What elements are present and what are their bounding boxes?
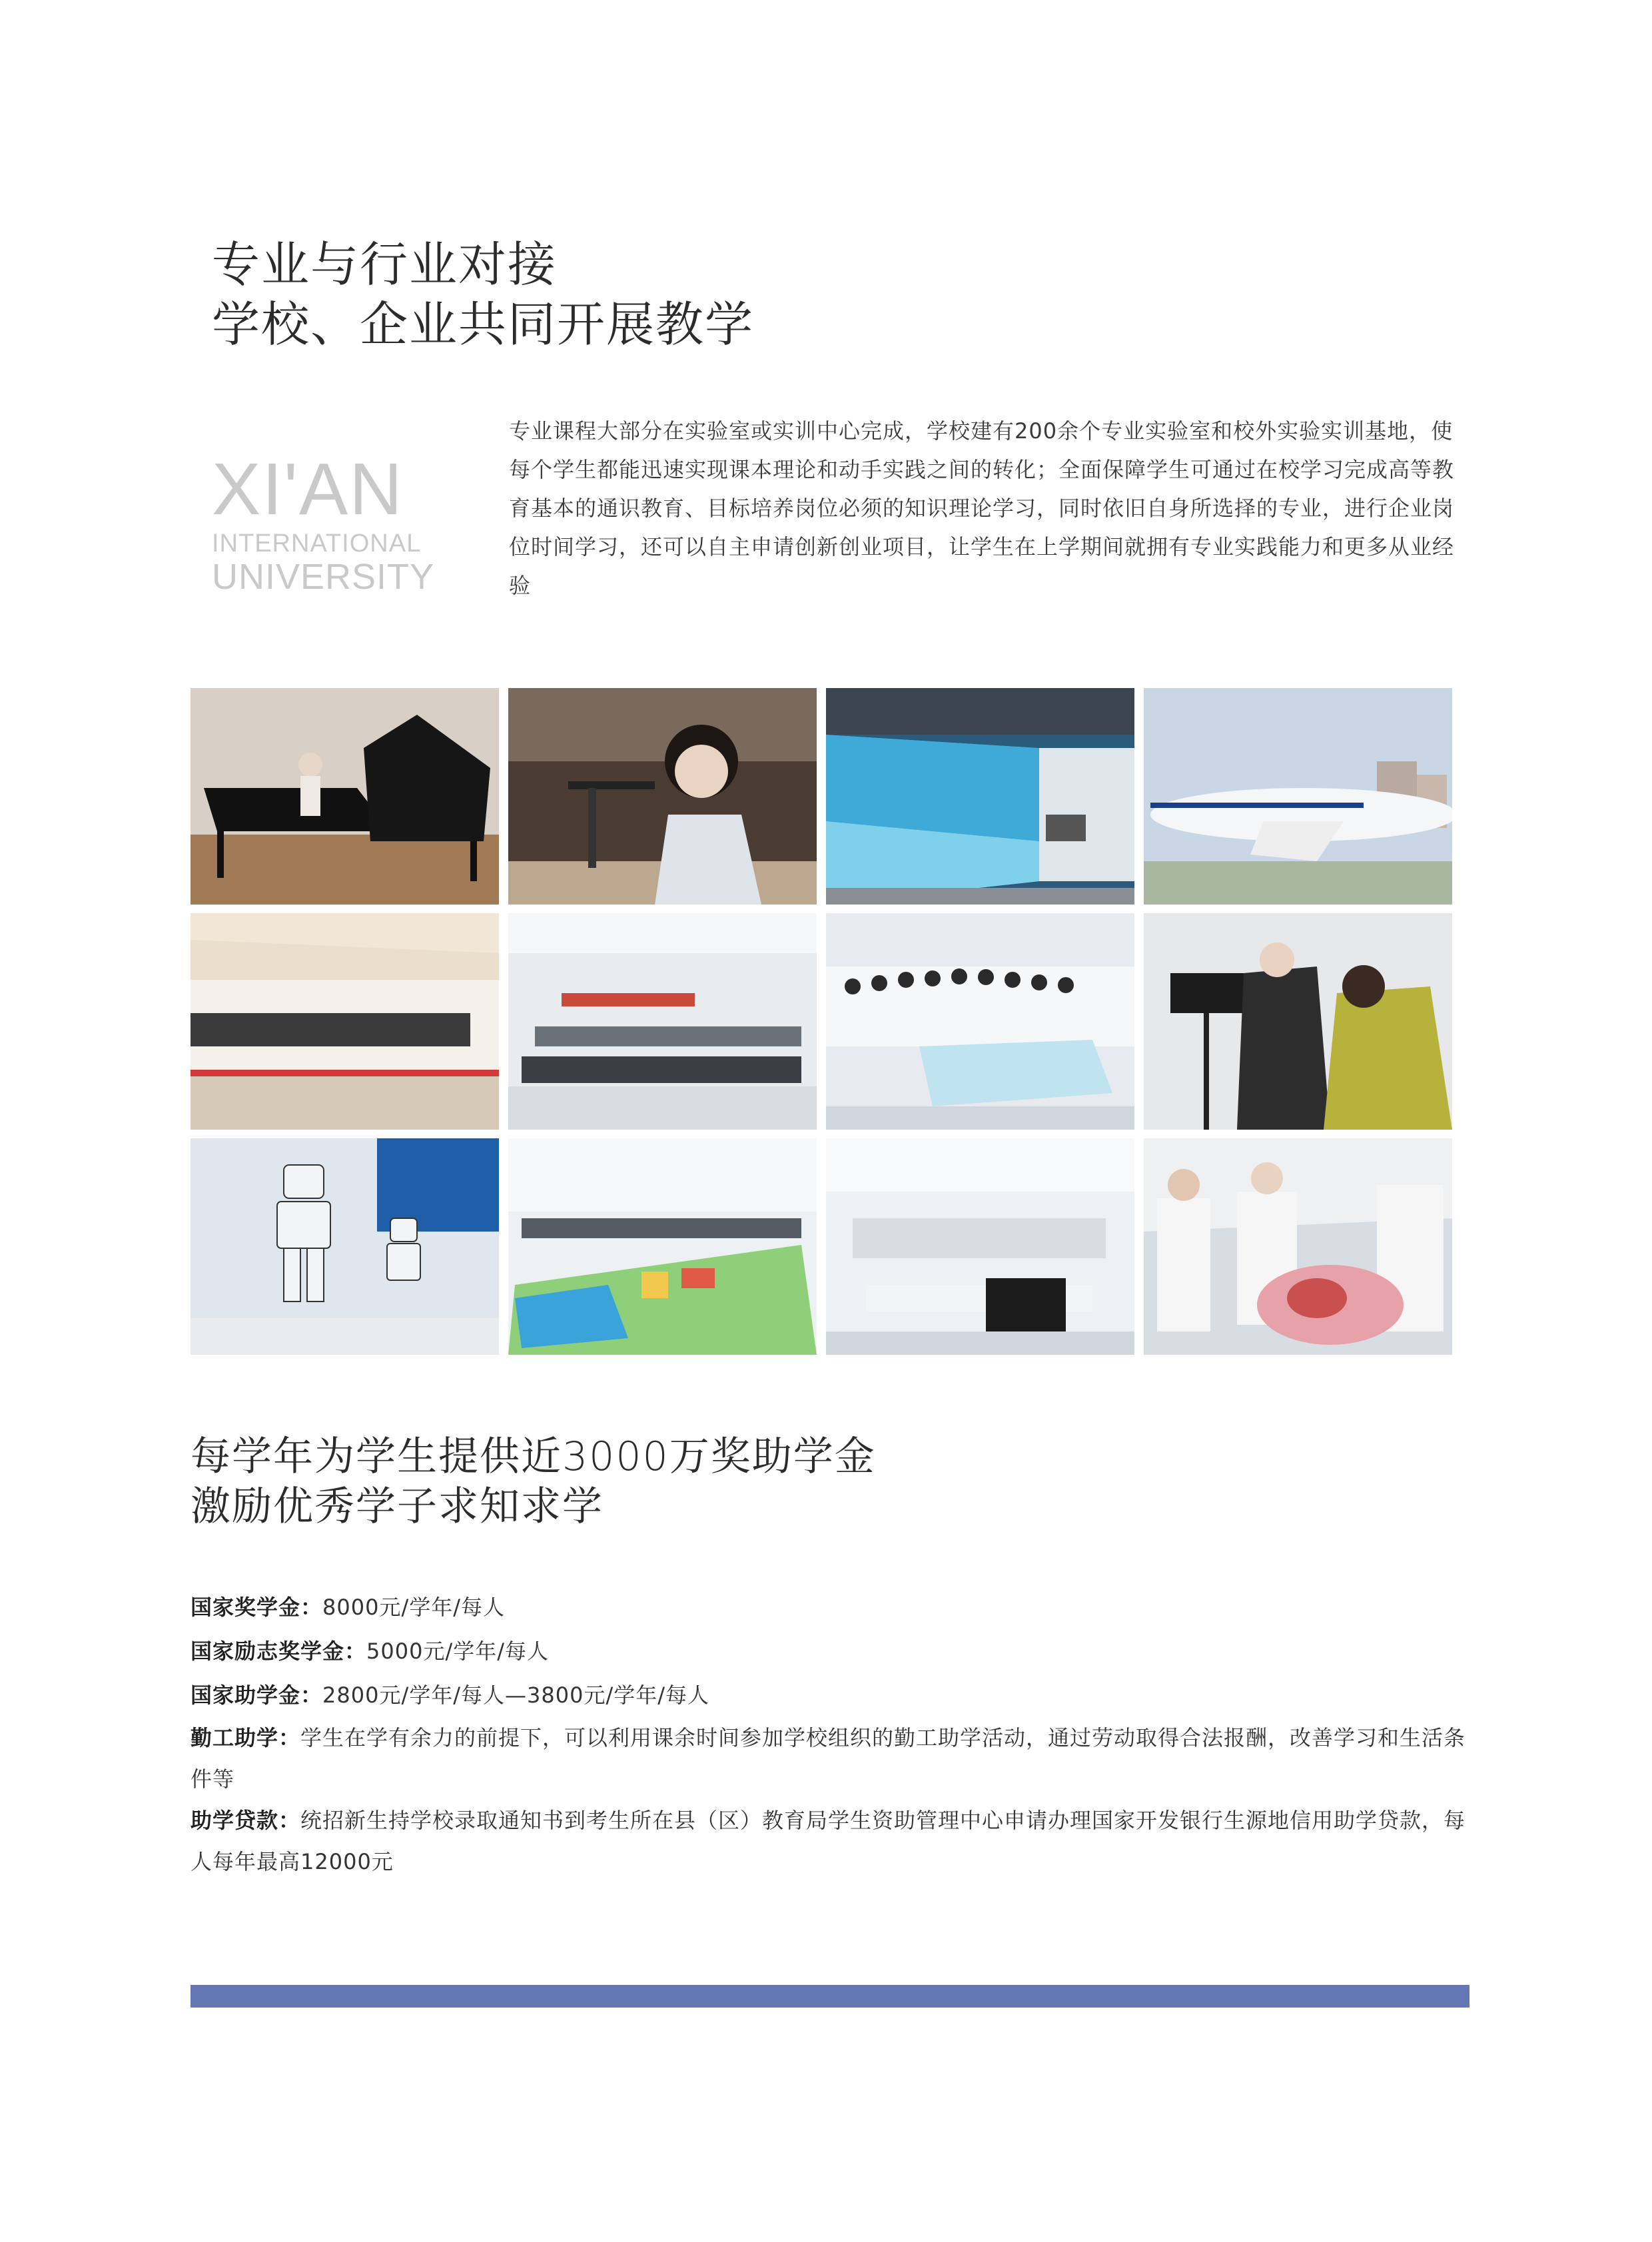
photo-camera-filming [1144, 913, 1452, 1130]
photo-nursing-class [826, 913, 1134, 1130]
logo-line-university: UNIVERSITY [212, 556, 435, 597]
photo-piano-room [191, 688, 499, 905]
aid-label: 国家助学金： [191, 1682, 323, 1708]
heading-line-2: 激励优秀学子求知求学 [191, 1483, 604, 1530]
heading-line-1: 专业与行业对接 [212, 236, 558, 292]
aid-label: 助学贷款： [191, 1808, 301, 1833]
university-logo [212, 448, 435, 597]
section-heading-integration [212, 234, 754, 354]
aid-item [191, 1717, 1476, 1800]
photo-robots [191, 1138, 499, 1355]
aid-item [191, 1673, 1476, 1717]
photo-aircraft-training [1144, 688, 1452, 905]
photo-anatomy-class [1144, 1138, 1452, 1355]
photo-computer-lab [508, 913, 817, 1130]
logo-line-international: INTERNATIONAL [212, 530, 422, 558]
intro-paragraph: 专业课程大部分在实验室或实训中心完成，学校建有200余个专业实验室和校外实验实训基地，使每个学生都能迅速实现课本理论和动手实践之间的转化；全面保障学生可通过在校学习完成高等教育基本的通识教育、目标培养岗位必须的知识理论学习，同时依旧自身所选择的专业，进行企业岗位时间学习，还可以自主申请创新创业项目，让学生在上学期间就拥有专业实践能力和更多从业经验 [509, 418, 1455, 598]
photo-city-model-lab [508, 1138, 817, 1355]
aid-text: 统招新生持学校录取通知书到考生所在县（区）教育局学生资助管理中心申请办理国家开发银行生源地信用助学贷款，每人每年最高12000元 [191, 1808, 1466, 1874]
financial-aid-list [191, 1585, 1476, 1882]
aid-text: 学生在学有余力的前提下，可以利用课余时间参加学校组织的勤工助学活动，通过劳动取得合法报酬，改善学习和生活条件等 [191, 1725, 1466, 1792]
aid-item [191, 1585, 1476, 1629]
aid-label: 勤工助学： [191, 1725, 301, 1750]
photo-electronics-lab [826, 1138, 1134, 1355]
aid-label: 国家奖学金： [191, 1595, 323, 1620]
section-heading-scholarship [191, 1432, 876, 1532]
aid-text: 5000元/学年/每人 [366, 1639, 550, 1664]
logo-line-xian: XI'AN [212, 448, 404, 530]
heading-line-2: 学校、企业共同开展教学 [212, 296, 755, 352]
heading-line-1: 每学年为学生提供近3000万奖助学金 [191, 1433, 876, 1480]
aid-text: 2800元/学年/每人—3800元/学年/每人 [322, 1682, 710, 1708]
photo-train-mockup [191, 913, 499, 1130]
photo-gallery [191, 688, 1452, 1355]
photo-broadcast-studio [508, 688, 817, 905]
aid-label: 国家励志奖学金： [191, 1639, 367, 1664]
photo-immersive-lab [826, 688, 1134, 905]
aid-item [191, 1629, 1476, 1673]
aid-item [191, 1800, 1476, 1882]
footer-accent-bar [191, 1985, 1469, 2008]
aid-text: 8000元/学年/每人 [322, 1595, 506, 1620]
